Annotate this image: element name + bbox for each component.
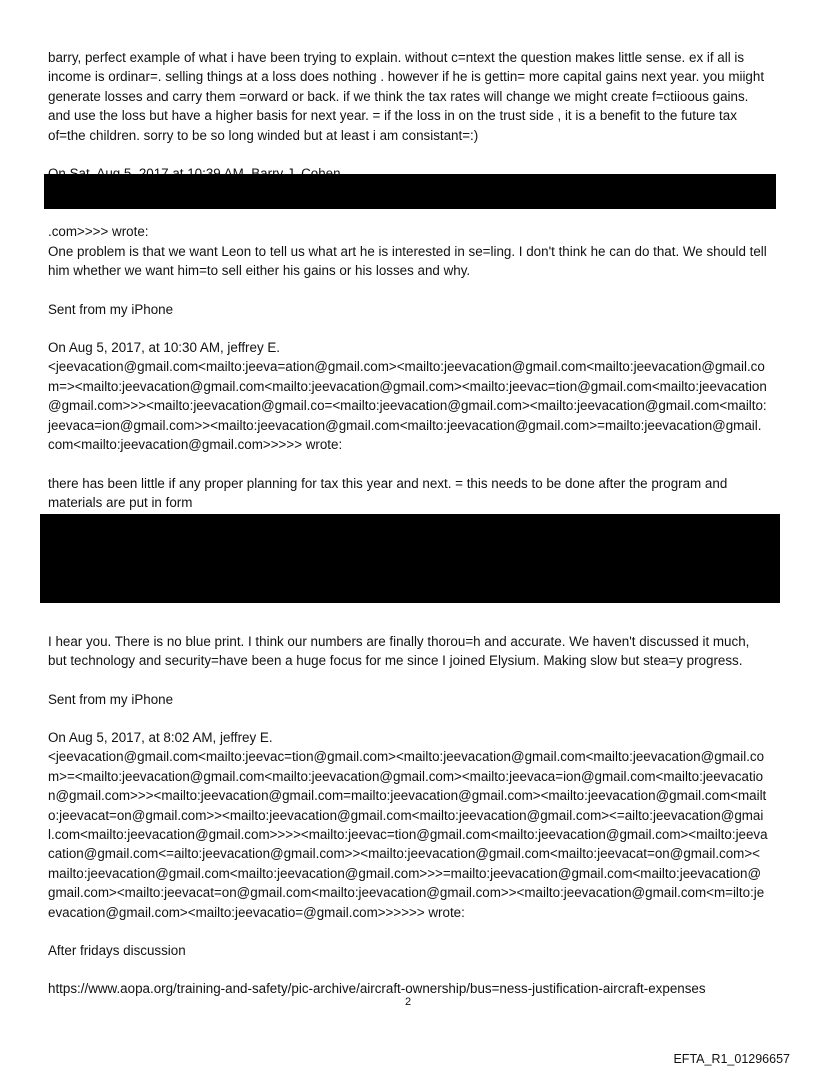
signature: Sent from my iPhone — [48, 301, 174, 317]
message-paragraph: barry, perfect example of what i have been trying to explain. without c=ntext the question makes little sense. ex if all is income is ordinar=. selling things at a loss does nothing . however if he is gettin= more capital gains next year. you miight generate losses and carry them =orward or back. if we think the tax rates will change we might create f=ctiioous gains. and use the loss but have a higher basis for next year. = if the loss in on the trust side , it is a benefit to the future tax of=the children. sorry to be so long winded but at least i am consistant=:) — [48, 50, 765, 143]
signature: Sent from my iPhone — [48, 691, 174, 707]
url-text: https://www.aopa.org/training-and-safety/pic-archive/aircraft-ownership/bus=ness-justification-aircraft-expenses — [48, 981, 706, 997]
spacer — [48, 281, 768, 300]
message-paragraph: there has been little if any proper planning for tax this year and next. = this needs to be done after the program and materials are put in form — [48, 475, 728, 510]
page-number: 2 — [404, 996, 412, 1008]
spacer — [48, 960, 768, 979]
reply-header: On Aug 5, 2017, at 10:30 AM, jeffrey E. — [48, 340, 281, 356]
spacer — [48, 709, 768, 728]
reply-header: On Aug 5, 2017, at 8:02 AM, jeffrey E. — [48, 729, 273, 745]
spacer — [48, 922, 768, 941]
reply-header-tail: .com>>>> wrote: — [48, 224, 149, 240]
address-block: <jeevacation@gmail.com<mailto:jeeva=ation@gmail.com><mailto:jeevacation@gmail.com<mailto:jeevacation@gmail.com=><mailto:jeevacation@gmail.com<mailto:jeevacation@gmail.com><mailto:jeevac=tion@gmail.com<mailto:jeevacation@gmail.com>>><mailto:jeevacation@gmail.co=<mailto:jeevacation@gmail.com><mailto:jeevacation@gmail.com<mailto:jeevaca=ion@gmail.com>><mailto:jeevacation@gmail.com<mailto:jeevacation@gmail.com>=mailto:jeevacation@gmail.com<mailto:jeevacation@gmail.com>>>>> wrote: — [48, 359, 767, 453]
redaction-bar — [44, 174, 776, 209]
spacer — [48, 319, 768, 338]
spacer — [48, 145, 768, 164]
message-paragraph: After fridays discussion — [48, 943, 186, 958]
spacer — [48, 455, 768, 474]
message-paragraph: One problem is that we want Leon to tell us what art he is interested in se=ling. I don't think he can do that. We should tell him whether we want him=to sell either his gains or his losses and why. — [48, 243, 767, 279]
address-block: <jeevacation@gmail.com<mailto:jeevac=tion@gmail.com><mailto:jeevacation@gmail.com<mailto:jeevacation@gmail.com>=<mailto:jeevacation@gmail.com<mailto:jeevacation@gmail.com><mailto:jeevaca=ion@gmail.com<mailto:jeevacation@gmail.com>>><mailto:jeevacation@gmail.com=mailto:jeevacation@gmail.com><mailto:jeevacation@gmail.com<mailto:jeevacat=on@gmail.com>><mailto:jeevacation@gmail.com<mailto:jeevacation@gmail.com><=ailto:jeevacation@gmail.com<mailto:jeevacation@gmail.com>>>><mailto:jeevac=tion@gmail.com<mailto:jeevacation@gmail.com><mailto:jeevacation@gmail.com<=ailto:jeevacation@gmail.com>><mailto:jeevacation@gmail.com<mailto:jeevacat=on@gmail.com><mailto:jeevacation@gmail.com<mailto:jeevacation@gmail.com>>>=mailto:jeevacation@gmail.com<mailto:jeevacation@gmail.com><mailto:jeevacat=on@gmail.com<mailto:jeevacation@gmail.com>><mailto:jeevacation@gmail.com<m=ilto:jeevacation@gmail.com><mailto:jeevacatio=@gmail.com>>>>>> wrote: — [48, 749, 768, 920]
document-id: EFTA_R1_01296657 — [673, 1052, 790, 1066]
spacer — [48, 671, 768, 690]
redaction-bar — [40, 514, 780, 603]
message-paragraph: I hear you. There is no blue print. I think our numbers are finally thorou=h and accurate. We haven't discussed it much, but technology and security=have been a huge focus for me since I joined Elysium. Making slow but stea=y progress. — [48, 633, 750, 669]
